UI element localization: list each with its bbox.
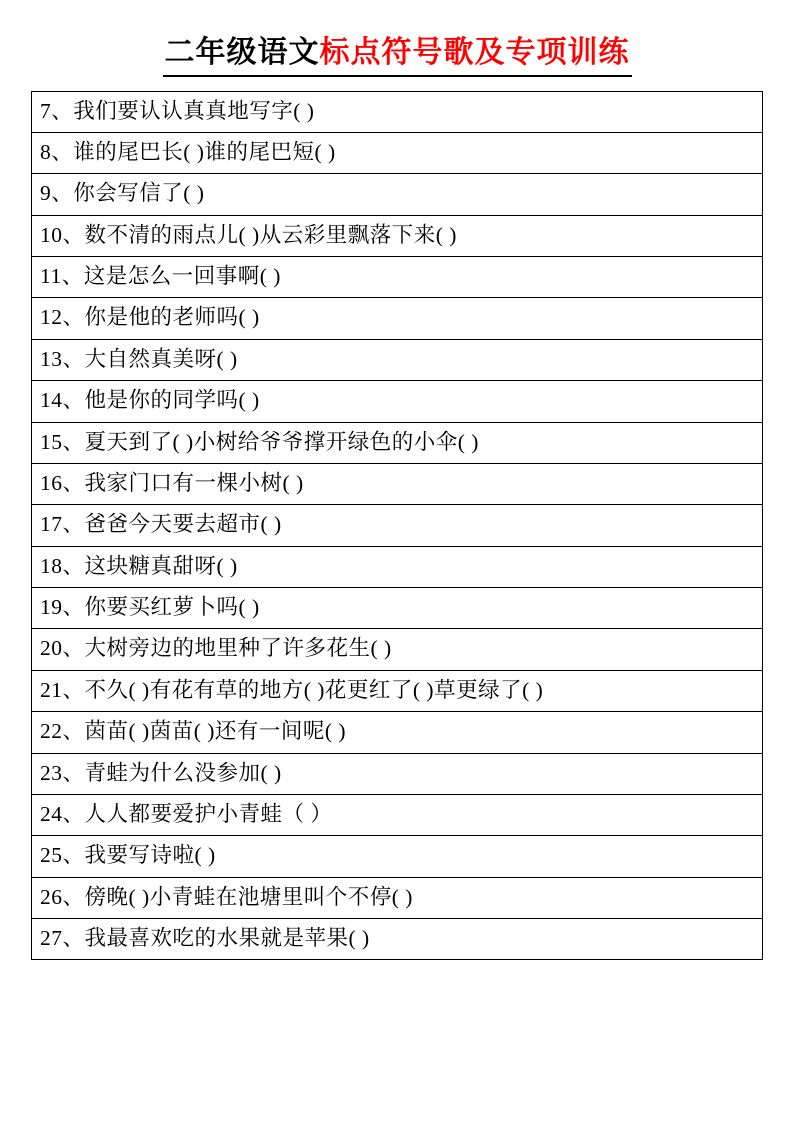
title-red-segment: 标点符号歌及专项训练	[319, 36, 630, 69]
table-row	[32, 298, 763, 339]
sentence-cell: 17、爸爸今天要去超市( )	[32, 505, 763, 546]
sentence-cell: 26、傍晚( )小青蛙在池塘里叫个不停( )	[32, 877, 763, 918]
title-underlined-text	[163, 34, 632, 77]
sentence-cell: 24、人人都要爱护小青蛙（ ）	[32, 794, 763, 835]
table-row	[32, 91, 763, 132]
table-row	[32, 629, 763, 670]
sentence-cell: 14、他是你的同学吗( )	[32, 381, 763, 422]
table-row	[32, 753, 763, 794]
table-row	[32, 919, 763, 960]
sentence-cell: 23、青蛙为什么没参加( )	[32, 753, 763, 794]
page-title	[30, 34, 764, 77]
sentence-cell: 21、不久( )有花有草的地方( )花更红了( )草更绿了( )	[32, 670, 763, 711]
table-row	[32, 463, 763, 504]
table-row	[32, 836, 763, 877]
sentence-cell: 11、这是怎么一回事啊( )	[32, 257, 763, 298]
table-row	[32, 877, 763, 918]
sentence-cell: 27、我最喜欢吃的水果就是苹果( )	[32, 919, 763, 960]
table-row	[32, 339, 763, 380]
sentence-cell: 16、我家门口有一棵小树( )	[32, 463, 763, 504]
table-row	[32, 505, 763, 546]
sentence-cell: 20、大树旁边的地里种了许多花生( )	[32, 629, 763, 670]
table-row	[32, 215, 763, 256]
sentence-cell: 8、谁的尾巴长( )谁的尾巴短( )	[32, 132, 763, 173]
sentence-cell: 19、你要买红萝卜吗( )	[32, 588, 763, 629]
sentence-table	[31, 91, 763, 961]
table-row	[32, 422, 763, 463]
table-row	[32, 257, 763, 298]
sentence-cell: 15、夏天到了( )小树给爷爷撑开绿色的小伞( )	[32, 422, 763, 463]
sentence-cell: 18、这块糖真甜呀( )	[32, 546, 763, 587]
sentence-table-body	[32, 91, 763, 960]
table-row	[32, 132, 763, 173]
title-black-segment: 二年级语文	[164, 36, 320, 69]
sentence-cell: 12、你是他的老师吗( )	[32, 298, 763, 339]
table-row	[32, 174, 763, 215]
sentence-cell: 22、茵苗( )茵苗( )还有一间呢( )	[32, 712, 763, 753]
sentence-cell: 25、我要写诗啦( )	[32, 836, 763, 877]
table-row	[32, 794, 763, 835]
sentence-cell: 10、数不清的雨点儿( )从云彩里飘落下来( )	[32, 215, 763, 256]
sentence-cell: 13、大自然真美呀( )	[32, 339, 763, 380]
table-row	[32, 381, 763, 422]
sentence-cell: 9、你会写信了( )	[32, 174, 763, 215]
sentence-cell: 7、我们要认认真真地写字( )	[32, 91, 763, 132]
table-row	[32, 712, 763, 753]
table-row	[32, 588, 763, 629]
table-row	[32, 670, 763, 711]
table-row	[32, 546, 763, 587]
